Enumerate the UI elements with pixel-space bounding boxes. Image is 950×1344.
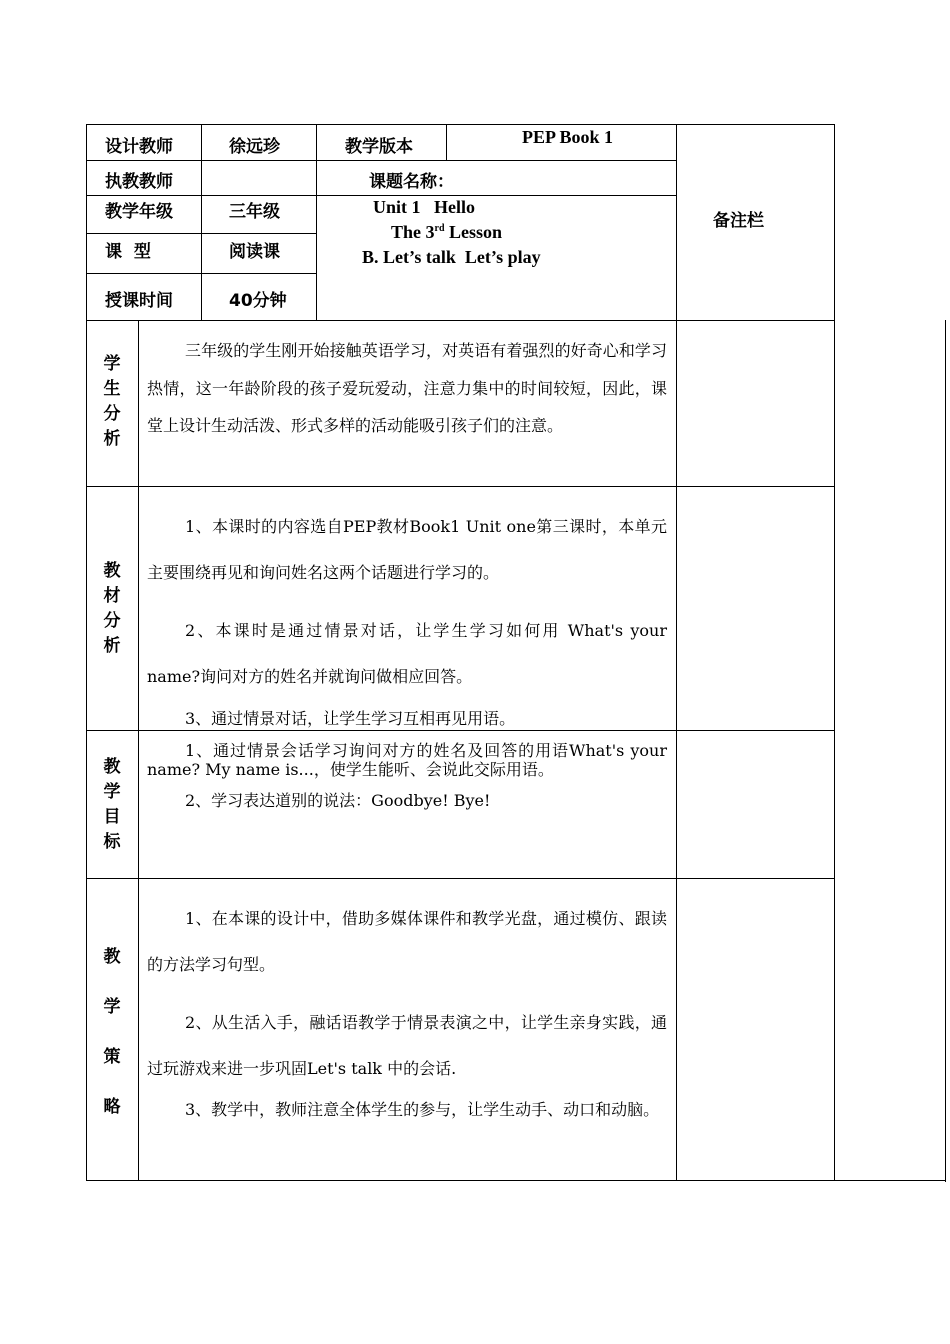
- row-divider: [86, 878, 834, 879]
- type-value: 阅读课: [229, 242, 280, 262]
- section-label-material-analysis: 教 材 分 析: [103, 561, 121, 656]
- paragraph: 1、通过情景会话学习询问对方的姓名及回答的用语What's your name? My name is...，使学生能听、会说此交际用语。: [147, 741, 667, 779]
- page-edge-line: [945, 320, 946, 1182]
- edition-value: PEP Book 1: [522, 127, 614, 147]
- paragraph: 2、本课时是通过情景对话，让学生学习如何用 What's your name?询问对方的姓名并就询问做相应回答。: [147, 621, 667, 686]
- paragraph: 2、学习表达道别的说法：Goodbye! Bye!: [185, 791, 491, 810]
- grade-value: 三年级: [229, 202, 280, 222]
- paragraph: 3、教学中，教师注意全体学生的参与，让学生动手、动口和动脑。: [185, 1100, 660, 1119]
- row-divider: [86, 160, 676, 161]
- time-value: 40分钟: [229, 291, 287, 311]
- row-divider: [86, 320, 834, 321]
- notes-column-label: 备注栏: [713, 211, 764, 231]
- table-border-left: [86, 124, 87, 1181]
- material-analysis-text: [147, 504, 667, 742]
- col-divider: [138, 320, 139, 1181]
- paragraph: 1、本课时的内容选自PEP教材Book1 Unit one第三课时，本单元主要围绕再见和询问姓名这两个话题进行学习的。: [147, 517, 667, 582]
- designer-label: 设计教师: [105, 137, 173, 157]
- teaching-objectives-text: [147, 741, 667, 810]
- col-divider: [446, 124, 447, 160]
- lesson-title-line1: Unit 1 Hello: [373, 197, 475, 217]
- lesson-title-line3: B. Let’s talk Let’s play: [362, 247, 541, 267]
- section-label-student-analysis: 学 生 分 析: [103, 354, 121, 449]
- topic-label: 课题名称：: [369, 172, 454, 192]
- student-analysis-text: [147, 332, 667, 445]
- table-border-right: [834, 124, 835, 1181]
- grade-label: 教学年级: [105, 202, 173, 222]
- paragraph: 2、从生活入手，融话语教学于情景表演之中，让学生亲身实践，通过玩游戏来进一步巩固Let's talk 中的会话.: [147, 1013, 667, 1078]
- teaching-strategy-text: [147, 896, 667, 1124]
- table-border-top: [86, 124, 834, 125]
- row-divider: [86, 195, 676, 196]
- section-label-teaching-strategy: 教 学 策 略: [103, 947, 121, 1117]
- paragraph: 3、通过情景对话，让学生学习互相再见用语。: [185, 709, 516, 728]
- edition-label: 教学版本: [345, 137, 413, 157]
- lesson-number: The 3: [391, 222, 435, 242]
- lesson-title-line2: [391, 222, 502, 243]
- time-label: 授课时间: [105, 291, 173, 311]
- paragraph: 三年级的学生刚开始接触英语学习，对英语有着强烈的好奇心和学习热情，这一年龄阶段的孩子爱玩爱动，注意力集中的时间较短，因此，课堂上设计生动活泼、形式多样的活动能吸引孩子们的注意。: [147, 341, 667, 435]
- col-divider: [316, 124, 317, 320]
- paragraph: 1、在本课的设计中，借助多媒体课件和教学光盘，通过模仿、跟读的方法学习句型。: [147, 909, 667, 974]
- row-divider: [86, 486, 834, 487]
- designer-value: 徐远珍: [229, 137, 280, 157]
- teacher-label: 执教教师: [105, 172, 173, 192]
- col-divider: [201, 124, 202, 320]
- section-label-teaching-objectives: 教 学 目 标: [103, 757, 121, 852]
- col-divider: [676, 124, 677, 1181]
- lesson-word: Lesson: [444, 222, 503, 242]
- type-label: 课 型: [105, 242, 151, 262]
- ordinal-suffix: rd: [434, 223, 445, 234]
- table-border-bottom: [86, 1180, 946, 1181]
